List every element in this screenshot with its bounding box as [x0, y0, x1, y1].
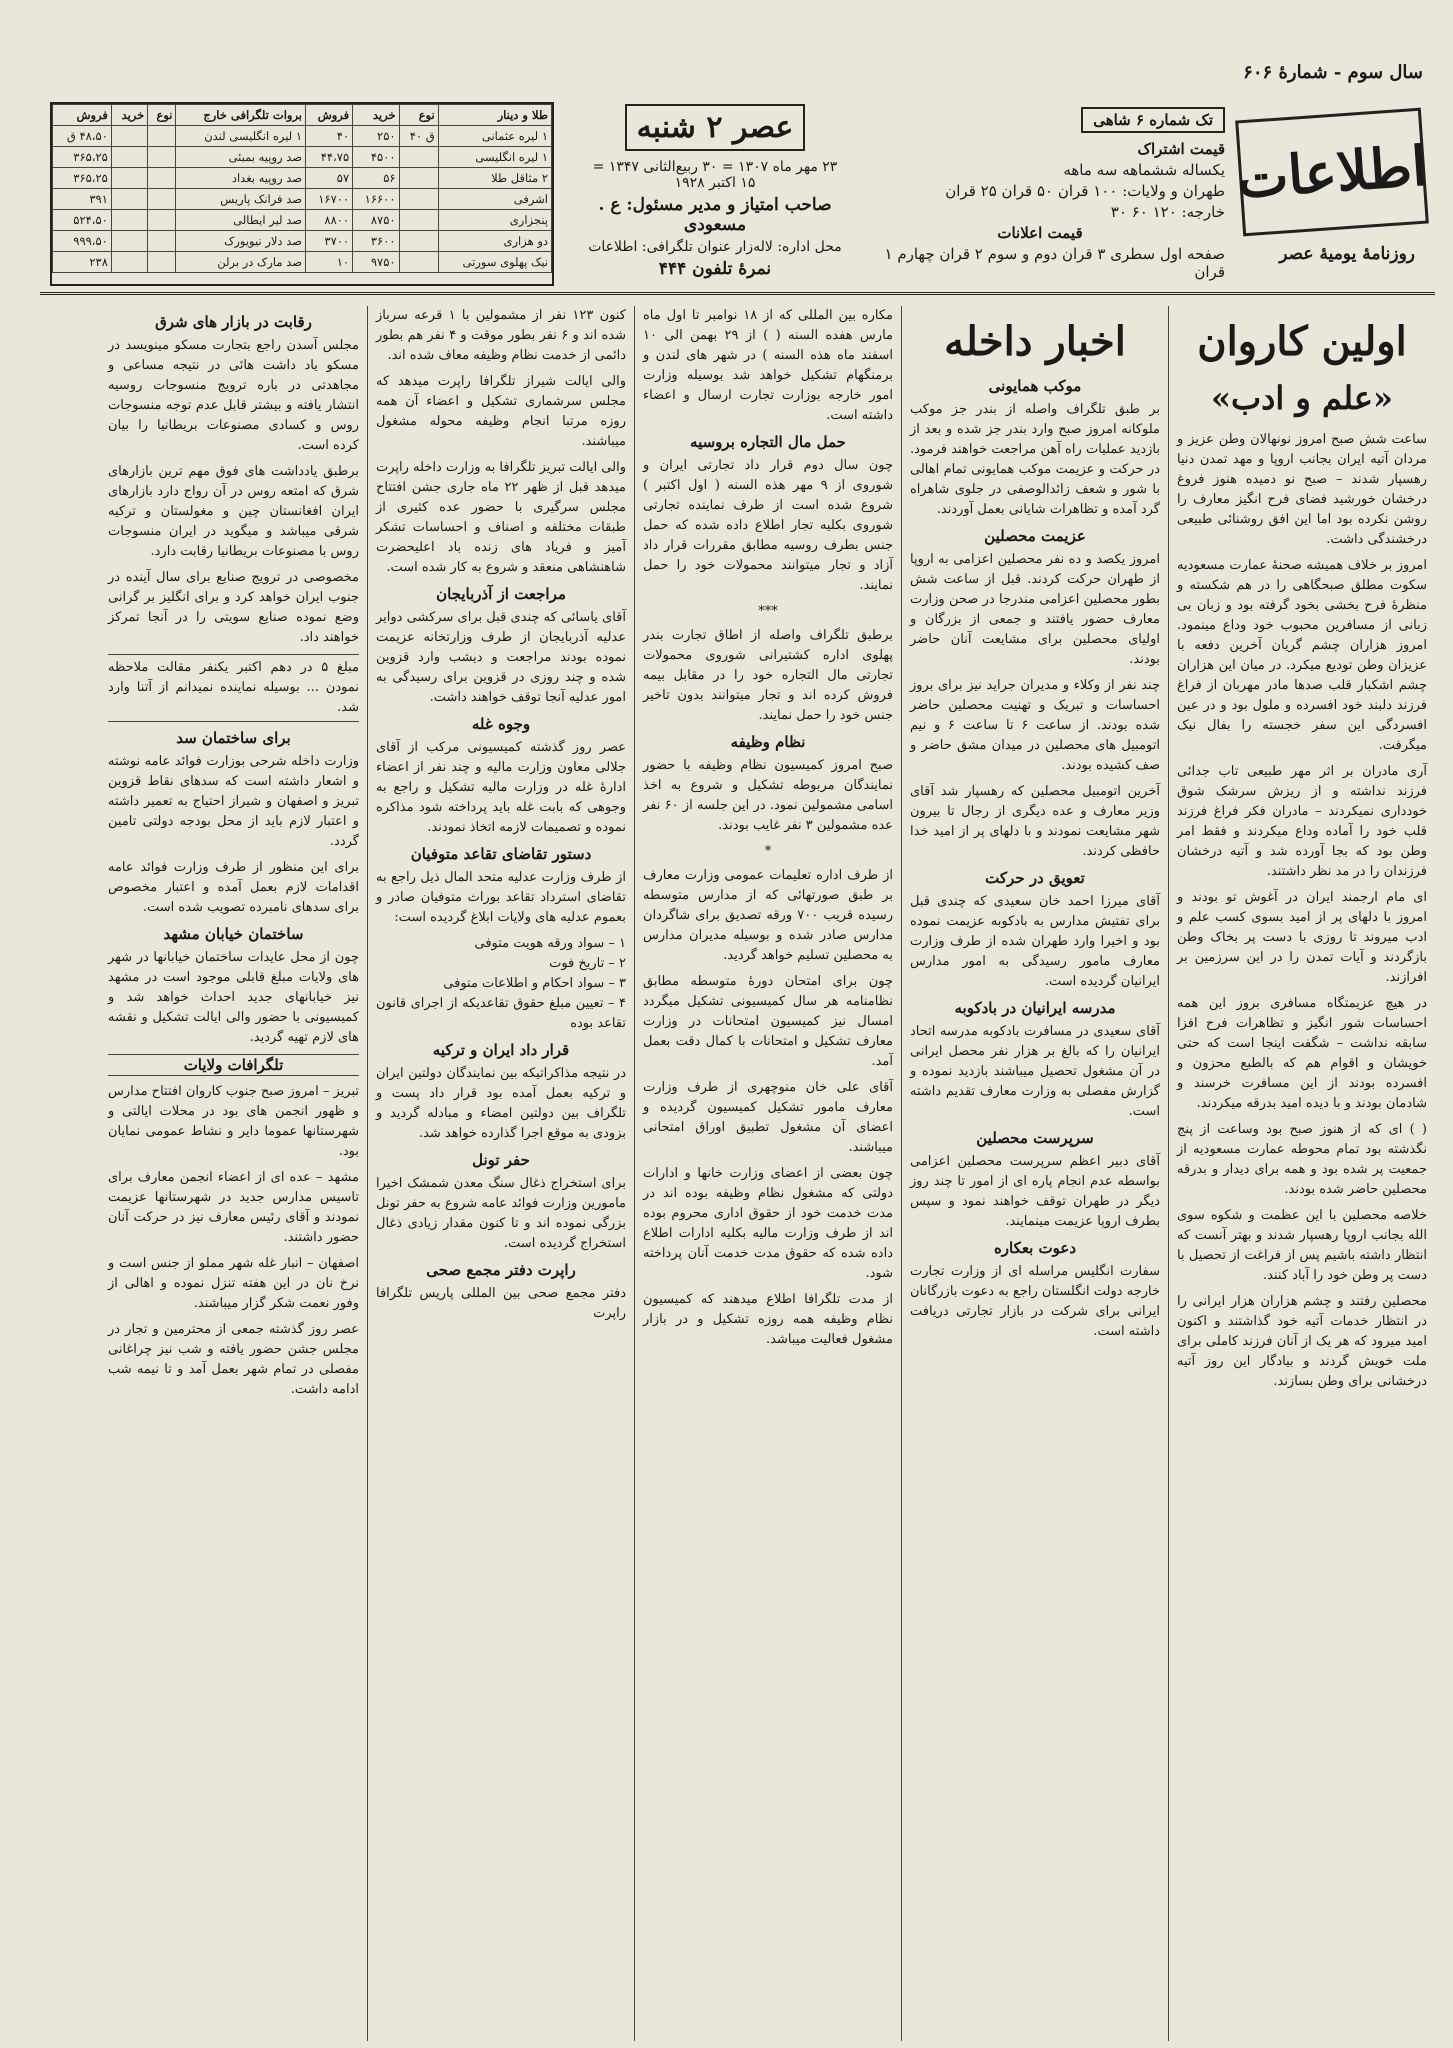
table-cell: ۳۶۰۰ — [353, 231, 399, 252]
boxed-notice: مبلغ ۵ در دهم اکتبر یکنفر مقالت ملاحظه نمودن ... بوسیله نماینده نمیدانم از آتنا وارد شد. — [108, 654, 359, 722]
paragraph: آقای علی خان منوچهری از طرف وزارت معارف مامور تشکیل کمیسیون گردیده و اعضای آن مشغول تطبیق اوراق امتحانی میباشند. — [643, 1080, 893, 1155]
table-cell: صد لیر ایطالی — [176, 210, 306, 231]
table-cell — [148, 147, 176, 168]
table-cell — [148, 252, 176, 273]
table-cell: ۱۰ — [306, 252, 353, 273]
paper-title: عصر ۲ شنبه — [625, 104, 805, 151]
table-cell: ۱۶۶۰۰ — [353, 189, 399, 210]
paragraph: امروز بر خلاف همیشه صحنهٔ عمارت مسعودیه سکوت مطلق صبحگاهی را در هم شکسته و منظرهٔ فرح بخشی بخود گرفته بود و زبان بی زبانی از مسافرین محبوب خود وداع مینمود. امروز هزاران چشم گریان آخرین دفعه با عزیزان وطن تودیع میکرد. در میان این هزاران چشم اشکبار قلب صدها مادر مهربان از فراغ فرزند دلبند خود افسرده و ملول بود و در عین افسردگی این سفر خجسته را بفال نیک میگرفت. — [1177, 558, 1427, 753]
paragraph: عصر روز گذشته کمیسیونی مرکب از آقای جلالی معاون وزارت مالیه و چند نفر از اعضاء ادارهٔ غله در وزارت مالیه تشکیل و راجع به وجوهی که بابت غله باید پرداخته شود مذاکره نموده و تصمیمات لازمه اتخاذ نمودند. — [376, 740, 626, 835]
phone-line: نمرهٔ تلفون ۴۴۴ — [658, 259, 772, 279]
table-row — [53, 189, 552, 210]
paragraph: از طرف وزارت عدلیه متحد المال ذیل راجع به تقاضای استرداد تقاعد بوراث متوفیان صادر و بعموم عدلیه های ولایات ابلاغ گردیده است: — [376, 870, 626, 925]
rates-header: بروات تلگرافی خارج — [176, 105, 306, 126]
table-cell — [148, 126, 176, 147]
table-cell: ۳۷۰۰ — [306, 231, 353, 252]
paragraph: والی ایالت شیراز تلگرافا راپرت میدهد که مجلس سرشماری تشکیل و اعضاء آن همه روزه مرتبا انجام وظیفه محوله مشغول میباشند. — [376, 374, 626, 449]
date-line: ۲۳ مهر ماه ۱۳۰۷ = ۳۰ ربیع‌الثانی ۱۳۴۷ = ۱۵ اکتبر ۱۹۲۸ — [592, 159, 838, 191]
table-cell — [111, 252, 147, 273]
paragraph: ساعت شش صبح امروز نونهالان وطن عزیز و مردان آتیه ایران بجانب اروپا و مهد تمدن دنیا رهسپار شدند – صبح نو دمیده هنوز فروغ درخشان خورشید فضای فرح انگیز معارف را روشن نکرده بود اما این افق روشنائی طبیعی درخشندگی داشت. — [1177, 432, 1427, 547]
table-cell: ۸۸۰۰ — [306, 210, 353, 231]
table-cell: ۲ مثاقل طلا — [438, 168, 551, 189]
table-cell: صد روپیه بمبئی — [176, 147, 306, 168]
subscription-abroad: خارجه: ۱۲۰ ۶۰ ۳۰ — [1110, 203, 1225, 221]
single-issue-price: تک شماره ۶ شاهی — [1081, 107, 1225, 133]
subscription-title: قیمت اشتراک — [1137, 140, 1225, 158]
list-item: ۴ – تعیین مبلغ حقوق تقاعدیکه از اجرای قانون تقاعد بوده — [376, 996, 626, 1031]
table-cell — [111, 168, 147, 189]
title-box — [585, 104, 845, 279]
paragraph: چون برای امتحان دورهٔ متوسطه مطابق نظامنامه هر سال کمیسیونی تشکیل میگردد امسال نیز کمیسیون امتحانات در وزارت معارف تشکیل و امتحانات با کمال دقت بعمل آمد. — [643, 974, 893, 1069]
masthead-divider — [40, 292, 1435, 295]
paragraph: برای این منظور از طرف وزارت فوائد عامه اقدامات لازم بعمل آمده و اعتبار مخصوص برای سدهای نامبرده تصویب شده است. — [108, 860, 359, 915]
column-trade-news — [634, 306, 901, 2041]
rates-header: نوع — [148, 105, 176, 126]
paragraph: مکاره بین المللی که از ۱۸ نوامبر تا اول ماه مارس هفده السنه ( ) از ۲۹ بهمن الی ۱۰ اسفند ماه هذه السنه ) در شهر های لندن و برمنگهام تشکیل خواهد شد بوسیله وزارت امور خارجه بوزارت تجارت ارسال و اعضاء داشته است. — [643, 308, 893, 423]
table-cell: ۴۸،۵۰ ق — [53, 126, 112, 147]
paragraph: مخصوصی در ترویج صنایع برای سال آینده در جنوب ایران خواهد کرد و برای انگلیز بر گرانی وضع نموده صنایع سویتی را در آنجا تمرکز خواهند داد. — [108, 570, 359, 645]
paragraph: مشهد – عده ای از اعضاء انجمن معارف برای تاسیس مدارس جدید در شهرستانها عزیمت نمودند و آقای رئیس معارف نیز در حرکت آنان حضور داشتند. — [108, 1170, 359, 1245]
paragraph: در نتیجه مذاکراتیکه بین نمایندگان دولتین ایران و ترکیه بعمل آمده بود قرار داد پست و تلگراف بین دولتین امضاء و مبادله گردید و بزودی به موقع اجرا گذارده خواهد شد. — [376, 1066, 626, 1141]
paragraph: از مدت تلگرافا اطلاع میدهند که کمیسیون نظام وظیفه همه روزه تشکیل و در بازار مشغول فعالیت میباشد. — [643, 1292, 893, 1347]
table-cell — [399, 231, 438, 252]
table-row — [53, 231, 552, 252]
paragraph: بر طبق تلگراف واصله از بندر جز موکب ملوکانه امروز صبح وارد بندر جز شده و بعد از بازدید عملیات راه آهن مراجعت خواهند فرمود. در حرکت و عزیمت موکب همایونی تمام اهالی با شور و شعف زائدالوصفی در جلوی شاهراه گرد آمده و تظاهرات شایانی بعمل آوردند. — [910, 402, 1160, 517]
column-lead-story — [1168, 306, 1435, 2041]
rates-header-row — [53, 105, 552, 126]
paragraph: ای مام ارجمند ایران در آغوش تو بودند و امروز با دلهای پر از امید بسوی کسب علم و ادب میروند تا روزی با دست پر بخاک وطن بازگردند و آیات تمدن را در این سرزمین بر افرازند. — [1177, 890, 1427, 985]
ornament: *** — [758, 604, 778, 619]
paragraph: صبح امروز کمیسیون نظام وظیفه با حضور نمایندگان مربوطه تشکیل و شروع به اخذ اسامی مشمولین نمود. در این جلسه از ۶۰ نفر عده مشمولین ۳ نفر غایب بودند. — [643, 758, 893, 833]
table-cell: ۴۴،۷۵ — [306, 147, 353, 168]
section-heading: سرپرست محصلین — [976, 1129, 1094, 1147]
rates-header: فروش — [53, 105, 112, 126]
table-cell: صد مارک در برلن — [176, 252, 306, 273]
table-row — [53, 168, 552, 189]
table-row — [53, 252, 552, 273]
section-heading: رقابت در بازار های شرق — [155, 313, 312, 331]
table-cell — [111, 126, 147, 147]
paragraph: والی ایالت تبریز تلگرافا به وزارت داخله راپرت میدهد قبل از ظهر ۲۲ ماه جاری جشن افتتاح مجلس سرگیری با حضور عده کثیری از طبقات مختلفه و اصناف و احساسات تشکر آمیز و فریاد های زنده باد اعلیحضرت شاهنشاهی منعقد و شروع به کار شده است. — [376, 460, 626, 575]
table-cell: ۱۶۷۰۰ — [306, 189, 353, 210]
paragraph: چند نفر از وکلاء و مدیران جراید نیز برای بروز احساسات و تبریک و تهنیت محصلین حاضر شده بودند. از ساعت ۶ تا ساعت ۶ و نیم اتومبیل های محصلین در میدان مشق حاضر و صف کشیده بودند. — [910, 678, 1160, 773]
table-cell: پنجزاری — [438, 210, 551, 231]
paragraph: تبریز – امروز صبح جنوب کاروان افتتاح مدارس و ظهور انجمن های بود در محلات ایالتی و شهرستانها عموما دایر و نشاط عمومی نمایان بود. — [108, 1084, 359, 1159]
table-cell: ۸۷۵۰ — [353, 210, 399, 231]
paragraph: کنون ۱۲۳ نفر از مشمولین با ۱ قرعه سرباز شده اند و ۶ نفر بطور موقت و ۴ نفر هم بطور دائمی از خدمت نظام وظیفه معاف شده اند. — [376, 308, 626, 363]
table-cell — [399, 210, 438, 231]
section-heading: مراجعت از آذربایجان — [436, 585, 566, 603]
column-provincial-news — [367, 306, 634, 2041]
paragraph: برطبق یادداشت های فوق مهم ترین بازارهای شرق که امتعه روس در آن رواج دارد بازارهای ایران افغانستان چین و مغولستان و ترکیه شرقی میباشد و میگوید در ایران منسوجات روس با مصنوعات بریطانیا رقابت دارد. — [108, 464, 359, 559]
table-cell: ۲۳۸ — [53, 252, 112, 273]
section-heading: راپرت دفتر مجمع صحی — [426, 1261, 576, 1279]
table-cell — [148, 168, 176, 189]
table-row — [53, 126, 552, 147]
paragraph: آقای سعیدی در مسافرت بادکوبه مدرسه اتحاد ایرانیان را که بالغ بر هزار نفر محصل ایرانی در آن مشغول تحصیل میباشند بازدید نموده و گزارش مفصلی به وزارت معارف تقدیم داشته است. — [910, 1024, 1160, 1119]
table-row — [53, 210, 552, 231]
table-cell: صد دلار نیویورک — [176, 231, 306, 252]
column-domestic-news — [901, 306, 1168, 2041]
list-item: ۲ – تاریخ فوت — [549, 956, 626, 971]
paragraph: ( ) ای که از هنوز صبح بود وساعت از پنج نگذشته بود تمام محوطه عمارت مسعودیه از جمعیت پر شده بود و همه برای دیدار و بدرقه محصلین حاضر شده بودند. — [1177, 1122, 1427, 1197]
table-cell: ۲۵۰ — [353, 126, 399, 147]
section-heading: وجوه غله — [471, 715, 531, 733]
table-cell: ۴۰ — [306, 126, 353, 147]
office-line: محل اداره: لاله‌زار عنوان تلگرافی: اطلاعات — [588, 239, 842, 255]
section-heading: مدرسه ایرانیان در بادکوبه — [954, 999, 1116, 1017]
table-cell — [148, 210, 176, 231]
table-cell: صد فرانک پاریس — [176, 189, 306, 210]
table-cell — [111, 231, 147, 252]
paragraph: سفارت انگلیس مراسله ای از وزارت تجارت خارجه دولت انگلستان راجع به دعوت بازرگانان ایرانی برای شرکت در بازار تجارتی دریافت داشته است. — [910, 1264, 1160, 1339]
rates-header: طلا و دینار — [438, 105, 551, 126]
lead-headline: اولین کاروان — [1197, 318, 1407, 365]
section-heading: برای ساختمان سد — [176, 729, 291, 747]
ornament: * — [764, 844, 772, 859]
section-heading: تعویق در حرکت — [985, 869, 1085, 887]
domestic-news-headline: اخبار داخله — [944, 318, 1126, 365]
table-cell: اشرفی — [438, 189, 551, 210]
paragraph: خلاصه محصلین با این عظمت و شکوه سوی الله بجانب اروپا رهسپار شدند و بهتر آنست که انتظار داشته باشیم پس از فراغت از تحصیل با دست پر وطن خود را آباد کنند. — [1177, 1208, 1427, 1283]
section-heading: حفر تونل — [472, 1151, 530, 1169]
paragraph: دفتر مجمع صحی بین المللی پاریس تلگرافا راپرت — [376, 1286, 626, 1321]
paragraph: آقای یاسائی که چندی قبل برای سرکشی دوایر عدلیه آذربایجان از طرف وزارتخانه عزیمت نموده بودند مراجعت و دیشب وارد قزوین شده و چند روزی در قزوین برای رسیدگی به امور عدلیه آنجا توقف خواهند داشت. — [376, 610, 626, 705]
rates-header: خرید — [353, 105, 399, 126]
table-row — [53, 147, 552, 168]
exchange-rates-table — [50, 102, 554, 286]
paragraph: وزارت داخله شرحی بوزارت فوائد عامه نوشته و اشعار داشته است که سدهای نقاط قزوین تبریز و اصفهان و شیراز احتیاج به تعمیر داشته و اعتبار لازم باید از محل بودجه دولتی تامین گردد. — [108, 754, 359, 849]
table-cell — [399, 252, 438, 273]
table-cell: ۳۹۱ — [53, 189, 112, 210]
columns — [40, 306, 1435, 2041]
table-cell: دو هزاری — [438, 231, 551, 252]
list-item: ۱ – سواد ورقه هویت متوفی — [474, 936, 626, 951]
table-cell — [111, 147, 147, 168]
section-heading: قرار داد ایران و ترکیه — [432, 1041, 570, 1059]
section-heading: حمل مال التجاره بروسیه — [690, 433, 846, 451]
section-heading: عزیمت محصلین — [984, 527, 1086, 545]
table-cell — [111, 210, 147, 231]
table-cell: ۳۶۵،۲۵ — [53, 168, 112, 189]
table-cell: نیک پهلوی سورتی — [438, 252, 551, 273]
table-cell: ۴۵۰۰ — [353, 147, 399, 168]
lead-subheadline: «علم و ادب» — [1211, 379, 1393, 417]
ads-title: قیمت اعلانات — [997, 224, 1083, 242]
paragraph: آری مادران بر اثر مهر طبیعی تاب جدائی فرزند نداشته و از ریزش سرشک شوق خودداری نمیکردند – مادران فکر فراغ فرزند قلب خود را آماده وداع میکردند و فقط امر وطن بود که بجا آورده شد و آتیه درخشان فرزندان را در مد نظر داشتند. — [1177, 764, 1427, 879]
table-cell: صد روپیه بغداد — [176, 168, 306, 189]
section-heading: دستور تقاضای تقاعد متوفیان — [410, 845, 592, 863]
paragraph: اصفهان – انبار غله شهر مملو از جنس است و نرخ نان در این هفته تنزل نموده و اهالی از وفور نعمت شکر گزار میباشند. — [108, 1256, 359, 1311]
table-cell: ۹۹۹،۵۰ — [53, 231, 112, 252]
paragraph: محصلین رفتند و چشم هزاران هزار ایرانی را در انتظار خدمات آتیه خود گذاشتند و اکنون امید میرود که هر یک از آنان فرزند کاملی برای ملت خویش گردند و بیادگار این روز آتیه درخشانی برای وطن بسازند. — [1177, 1294, 1427, 1389]
table-cell — [148, 189, 176, 210]
table-cell: ۱ لیره عثمانی — [438, 126, 551, 147]
table-cell: ۵۶ — [353, 168, 399, 189]
table-cell: ۹۷۵۰ — [353, 252, 399, 273]
subtitle: روزنامهٔ یومیهٔ عصر — [1279, 244, 1415, 264]
paragraph: برای استخراج ذغال سنگ معدن شمشک اخیرا مامورین وزارت فوائد عامه شروع به حفر تونل بزرگی نموده اند و تا کنون مقدار زیادی ذغال استخراج گردیده است. — [376, 1176, 626, 1251]
paragraph: مجلس آسدن راجع بتجارت مسکو مینویسد در مسکو یاد داشت هائی در نتیجه مساعی و مجاهدتی در باره ترویج منسوجات روسیه انتشار یافته و بیشتر قابل عدم توجه منسوجات روس و کسادی مصنوعات بریطانیا را بیان کرده است. — [108, 338, 359, 453]
table-cell — [399, 168, 438, 189]
table-cell: ۵۷ — [306, 168, 353, 189]
masthead — [40, 84, 1435, 294]
section-heading: ساختمان خیابان مشهد — [163, 925, 304, 943]
section-heading: موکب همایونی — [988, 377, 1082, 395]
paragraph: چون از محل عایدات ساختمان خیابانها در شهر های ولایات مبلغ قابلی موجود است در مشهد نیز خیابانهای جدید احداث خواهد شد و کمیسیونی با حضور والی ایالت تشکیل و نقشه های لازم تهیه گردید. — [108, 950, 359, 1045]
paragraph: آخرین اتومبیل محصلین که رهسپار شد آقای وزیر معارف و عده دیگری از رجال تا بیرون شهر مشایعت نمودند و با دلهای پر از امید خدا حافظی کردند. — [910, 784, 1160, 859]
rates-header: خرید — [111, 105, 147, 126]
paragraph: عصر روز گذشته جمعی از محترمین و تجار در مجلس جشن حضور یافته و شب نیز چراغانی مفصلی در تمام شهر بعمل آمد و تا نیمه شب ادامه داشت. — [108, 1322, 359, 1397]
paragraph: آقای میرزا احمد خان سعیدی که چندی قبل برای تفتیش مدارس به بادکوبه عزیمت نموده بود و اخیرا وارد طهران شده از طرف وزارت معارف مامور رسیدگی به امور مدارس ایرانیان گردیده است. — [910, 894, 1160, 989]
column-eastern-markets — [100, 306, 367, 2041]
table-cell — [399, 189, 438, 210]
section-heading: دعوت بعکاره — [993, 1239, 1077, 1257]
rates-header: نوع — [399, 105, 438, 126]
table-cell: ۱ لیره انگلیسی لندن — [176, 126, 306, 147]
table-cell: ق ۴۰ — [399, 126, 438, 147]
section-heading: تلگرافات ولایات — [108, 1054, 359, 1076]
paragraph: آقای دبیر اعظم سرپرست محصلین اعزامی بواسطه عدم انجام پاره ای از امور تا چند روز دیگر در طهران توقف خواهند نمود و سپس بطرف اروپا عزیمت مینمایند. — [910, 1154, 1160, 1229]
paragraph: برطبق تلگراف واصله از اطاق تجارت بندر پهلوی اداره کشتیرانی شوروی محمولات تجارتی مال التجاره خود را در مقابل بیمه فروش کرده اند و تجار میتوانند بدون تاخیر جنس خود را حمل نمایند. — [643, 628, 893, 723]
table-cell — [399, 147, 438, 168]
table-cell: ۳۶۵،۲۵ — [53, 147, 112, 168]
paragraph: در هیچ عزیمتگاه مسافری بروز این همه احساسات شور انگیز و تظاهرات فرح افزا سابقه نداشت – شگفت اینجا است که حتی خویشان و اقوام هم که بالطبع محزون و افسرده بودند از این مسافرت خرسند و شادمان بودند و با دیده امید بدرقه میکردند. — [1177, 996, 1427, 1111]
table-cell — [111, 189, 147, 210]
section-heading: نظام وظیفه — [730, 733, 806, 751]
paragraph: چون بعضی از اعضای وزارت خانها و ادارات دولتی که مشغول نظام وظیفه بوده اند در مدت خدمت خود از حقوق اداری محروم بوده اند از طرف وزارت مالیه بکلیه ادارات اطلاع داده شده که حقوق مدت خدمت آنان پرداخته شود. — [643, 1166, 893, 1281]
subscription-tehran: طهران و ولایات: ۱۰۰ قران ۵۰ قران ۲۵ قران — [945, 182, 1225, 200]
paragraph: از طرف اداره تعلیمات عمومی وزارت معارف بر طبق صورتهائی که از مدارس متوسطه رسیده قریب ۷۰۰ ورقه تصدیق برای شاگردان مدارس صادر شده و بوسیله مدیران مدارس به محصلین تسلیم خواهد گردید. — [643, 868, 893, 963]
owner-line: صاحب امتیاز و مدیر مسئول: ع . مسعودی — [598, 195, 832, 235]
table-cell: ۵۲۴،۵۰ — [53, 210, 112, 231]
issue-number: سال سوم - شمارهٔ ۶۰۶ — [1243, 62, 1423, 83]
subscription-box — [855, 104, 1225, 279]
paragraph: امروز یکصد و ده نفر محصلین اعزامی به اروپا از طهران حرکت کردند. قبل از ساعت شش بطور محصلین اعزامی مندرجا در صحن وزارت معارف حضور یافتند و جمعی از بزرگان و اولیای محصلین برای مشایعت آنان حاضر بودند. — [910, 552, 1160, 667]
table-cell: ۱ لیره انگلیسی — [438, 147, 551, 168]
table-cell — [148, 231, 176, 252]
logo: اطلاعات — [1235, 108, 1429, 237]
subscription-header: یکساله ششماهه سه ماهه — [1063, 161, 1225, 179]
newspaper-page — [40, 48, 1435, 2043]
rates-header: فروش — [306, 105, 353, 126]
ads-text: صفحه اول سطری ۳ قران دوم و سوم ۲ قران چهارم ۱ قران — [884, 245, 1225, 281]
list-item: ۳ – سواد احکام و اطلاعات متوفی — [443, 976, 626, 991]
paragraph: چون سال دوم قرار داد تجارتی ایران و شوروی از ۹ مهر هذه السنه ( اول اکتبر ) شروع شده است از طرف نماینده تجارتی شوروی بکلیه تجار اطلاع داده شده که حمل جنس بطرف روسیه مطابق مقررات قرار داد آزاد و تجار میتوانند محمولات خود را حمل نمایند. — [643, 458, 893, 593]
